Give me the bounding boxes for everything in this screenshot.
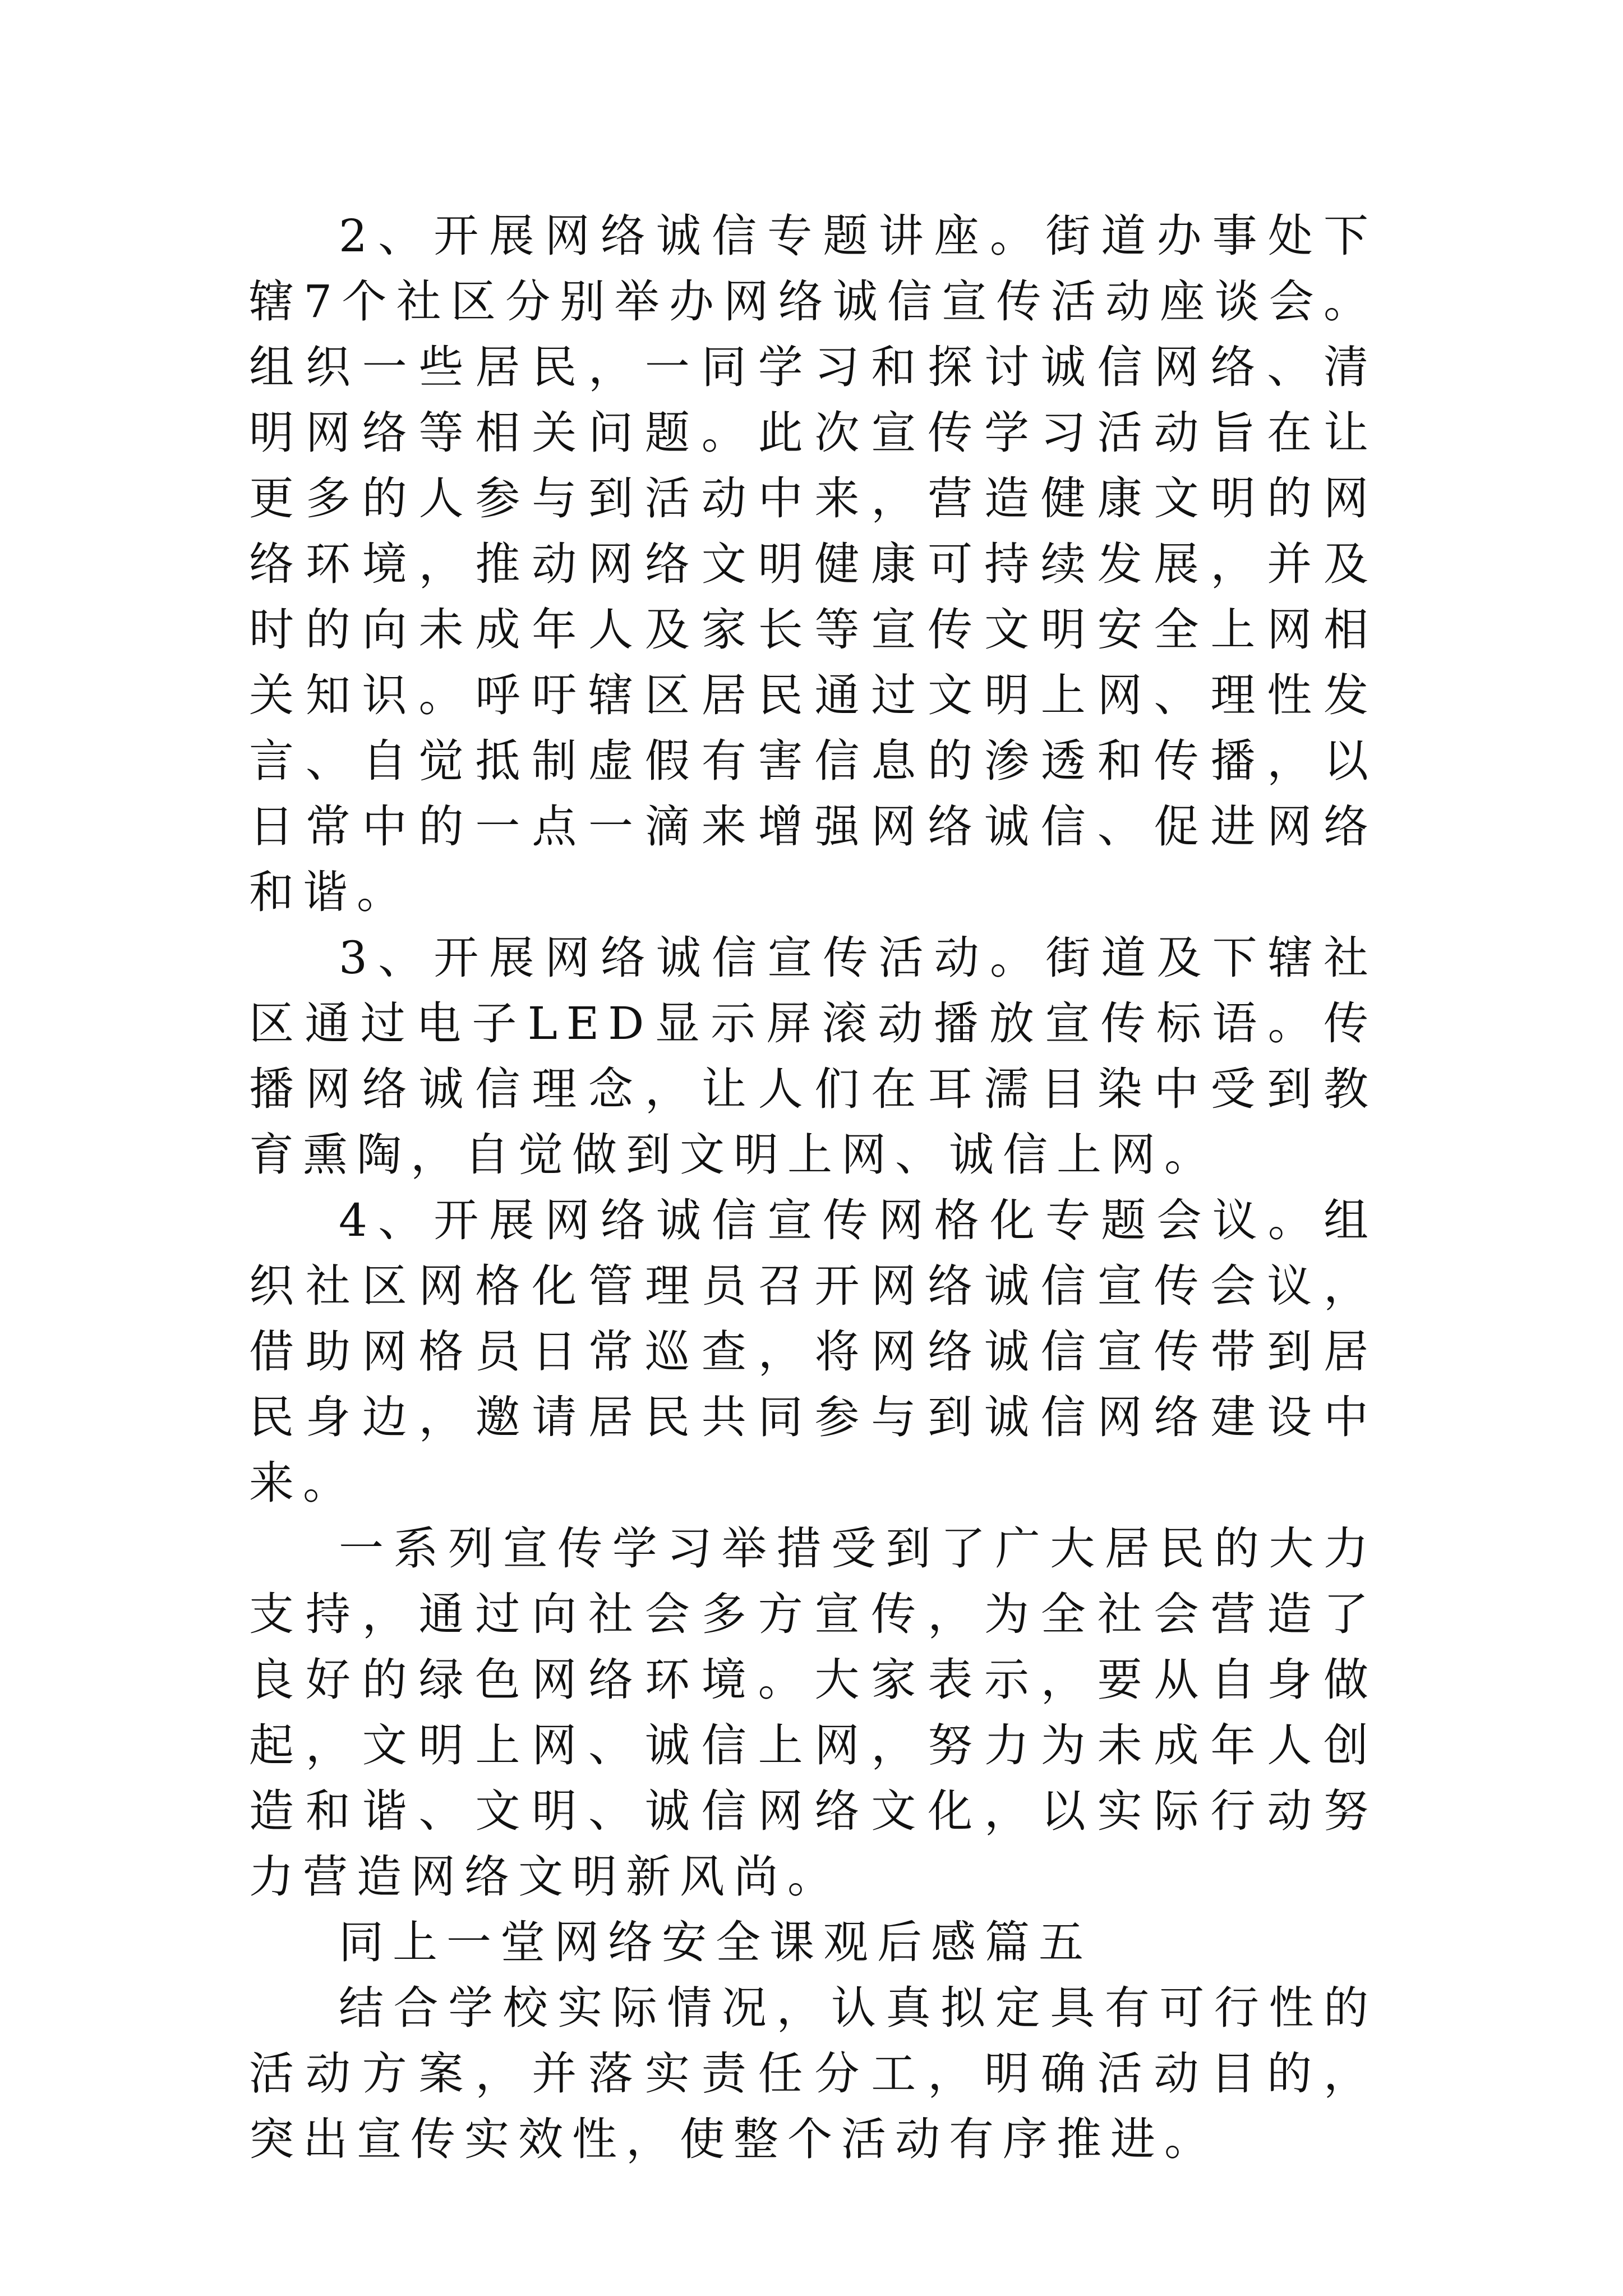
paragraph-grid-meeting: 4、开展网络诚信宣传网格化专题会议。组织社区网格化管理员召开网络诚信宣传会议，借助网格员日常巡查，将网络诚信宣传带到居民身边，邀请居民共同参与到诚信网络建设中来。 bbox=[249, 1194, 1377, 1509]
document-body bbox=[249, 203, 1377, 2172]
paragraph-publicity: 3、开展网络诚信宣传活动。街道及下辖社区通过电子LED显示屏滚动播放宣传标语。传播网络诚信理念，让人们在耳濡目染中受到教育熏陶，自觉做到文明上网、诚信上网。 bbox=[249, 932, 1377, 1181]
paragraph-lecture: 2、开展网络诚信专题讲座。街道办事处下辖7个社区分别举办网络诚信宣传活动座谈会。组织一些居民，一同学习和探讨诚信网络、清明网络等相关问题。此次宣传学习活动旨在让更多的人参与到活动中来，营造健康文明的网络环境，推动网络文明健康可持续发展，并及时的向未成年人及家长等宣传文明安全上网相关知识。呼吁辖区居民通过文明上网、理性发言、自觉抵制虚假有害信息的渗透和传播，以日常中的一点一滴来增强网络诚信、促进网络和谐。 bbox=[249, 210, 1377, 918]
paragraph-summary: 一系列宣传学习举措受到了广大居民的大力支持，通过向社会多方宣传，为全社会营造了良好的绿色网络环境。大家表示，要从自身做起，文明上网、诚信上网，努力为未成年人创造和谐、文明、诚信网络文化，以实际行动努力营造网络文明新风尚。 bbox=[249, 1522, 1377, 1903]
paragraph-school-plan: 结合学校实际情况，认真拟定具有可行性的活动方案，并落实责任分工，明确活动目的，突出宣传实效性，使整个活动有序推进。 bbox=[249, 1982, 1377, 2165]
section-heading: 同上一堂网络安全课观后感篇五 bbox=[339, 1916, 1092, 1968]
